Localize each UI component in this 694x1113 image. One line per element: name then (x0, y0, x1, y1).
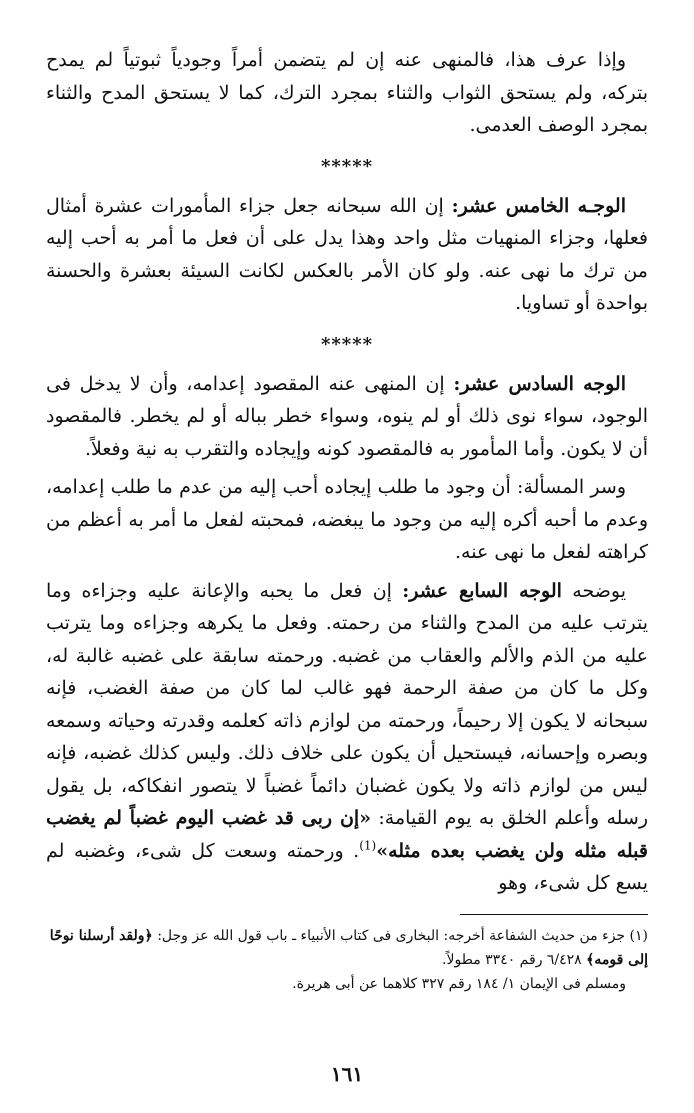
heading-16th-aspect: الوجه السادس عشر: (453, 372, 626, 395)
paragraph-16th-aspect (46, 368, 648, 466)
heading-17th-aspect: الوجه السابع عشر: (402, 579, 562, 602)
paragraph-17th-aspect (46, 575, 648, 900)
paragraph-17th-aspect-prefix: يوضحه (561, 579, 626, 602)
footnote-reference[interactable]: (1) (359, 838, 377, 853)
paragraph-15th-aspect (46, 190, 648, 320)
paragraph-16th-aspect-text: إن المنهى عنه المقصود إعدامه، وأن لا يدخل فى الوجود، سواء نوى ذلك أو لم ينوه، وسواء خطر بباله أو لم يخطر. فالمقصود أن لا يكون. وأما المأمور به فالمقصود كونه وإيجاده والتقرب به نية وفعلاً. (46, 372, 648, 460)
heading-15th-aspect: الوجـه الخامس عشر: (451, 194, 627, 217)
section-separator-1: ***** (320, 155, 374, 177)
paragraph-secret-of-matter (46, 471, 648, 569)
footnote-divider (460, 914, 648, 915)
footnote-1-continued (46, 972, 648, 996)
paragraph-15th-aspect-text: إن الله سبحانه جعل جزاء المأمورات عشرة أمثال فعلها، وجزاء المنهيات مثل واحد وهذا يدل على أن فعل ما أمر به أحب إليه من ترك ما نهى عنه. ولو كان الأمر بالعكس لكانت السيئة بعشرة والحسنة بواحدة أو تساويا. (46, 194, 648, 314)
footnotes (46, 924, 648, 996)
paragraph-17th-aspect-tail: . ورحمته وسعت كل شىء، وغضبه لم يسع كل شىء، وهو (46, 839, 648, 894)
section-separator-2: ***** (320, 333, 374, 355)
footnote-1-verse: ﴿ولقد أرسلنا نوحًا إلى قومه﴾ (49, 928, 648, 968)
footnote-1 (46, 924, 648, 972)
paragraph-17th-aspect-text: إن فعل ما يحبه والإعانة عليه وجزاءه وما يترتب عليه من المدح والثناء من رحمته. وفعل ما يكرهه وجزاءه وما يترتب عليه من الذم والألم والعقاب من غضبه. ورحمته سابقة على غضبه غالبة له، وكل ما كان من صفة الرحمة فهو غالب لما كان من صفة الغضب، فإنه سبحانه لا يكون إلا رحيماً، ورحمته من لوازم ذاته كعلمه وقدرته وحياته وسمعه وبصره وإحسانه، فيستحيل أن يكون على خلاف ذلك. وليس كذلك غضبه، فإنه ليس من لوازم ذاته ولا يكون غضبان دائماً غضباً لا يتصور انفكاكه، بل يقول رسله وأعلم الخلق به يوم القيامة: (46, 579, 649, 829)
page-number: ١٦١ (330, 1062, 364, 1086)
document-page (46, 44, 649, 1086)
paragraph-1 (46, 44, 648, 142)
footnote-1-reference: ٦/٤٢٨ رقم ٣٣٤٠ مطولاً. (442, 952, 587, 968)
paragraph-1-text: وإذا عرف هذا، فالمنهى عنه إن لم يتضمن أمراً وجودياً ثبوتياً لم يمدح بتركه، ولم يستحق الثواب والثناء بمجرد الترك، كما لا يستحق المدح والثناء بمجرد الوصف العدمى. (46, 49, 648, 136)
footnote-1-continued-text: ومسلم فى الإيمان ١/ ١٨٤ رقم ٣٢٧ كلاهما عن أبى هريرة. (292, 976, 626, 992)
paragraph-secret-of-matter-text: وسر المسألة: أن وجود ما طلب إيجاده أحب إليه من عدم ما طلب إعدامه، وعدم ما أحبه أكره إليه من وجود ما يبغضه، فمحبته لفعل ما أمر به أعظم من كراهته لفعل ما نهى عنه. (46, 476, 648, 563)
footnote-1-text: (١) جزء من حديث الشفاعة أخرجه: البخارى فى كتاب الأنبياء ـ باب قول الله عز وجل: (152, 928, 648, 944)
hadith-quote: «إن ربى قد غضب اليوم غضباً لم يغضب قبله مثله ولن يغضب بعده مثله» (46, 807, 648, 862)
